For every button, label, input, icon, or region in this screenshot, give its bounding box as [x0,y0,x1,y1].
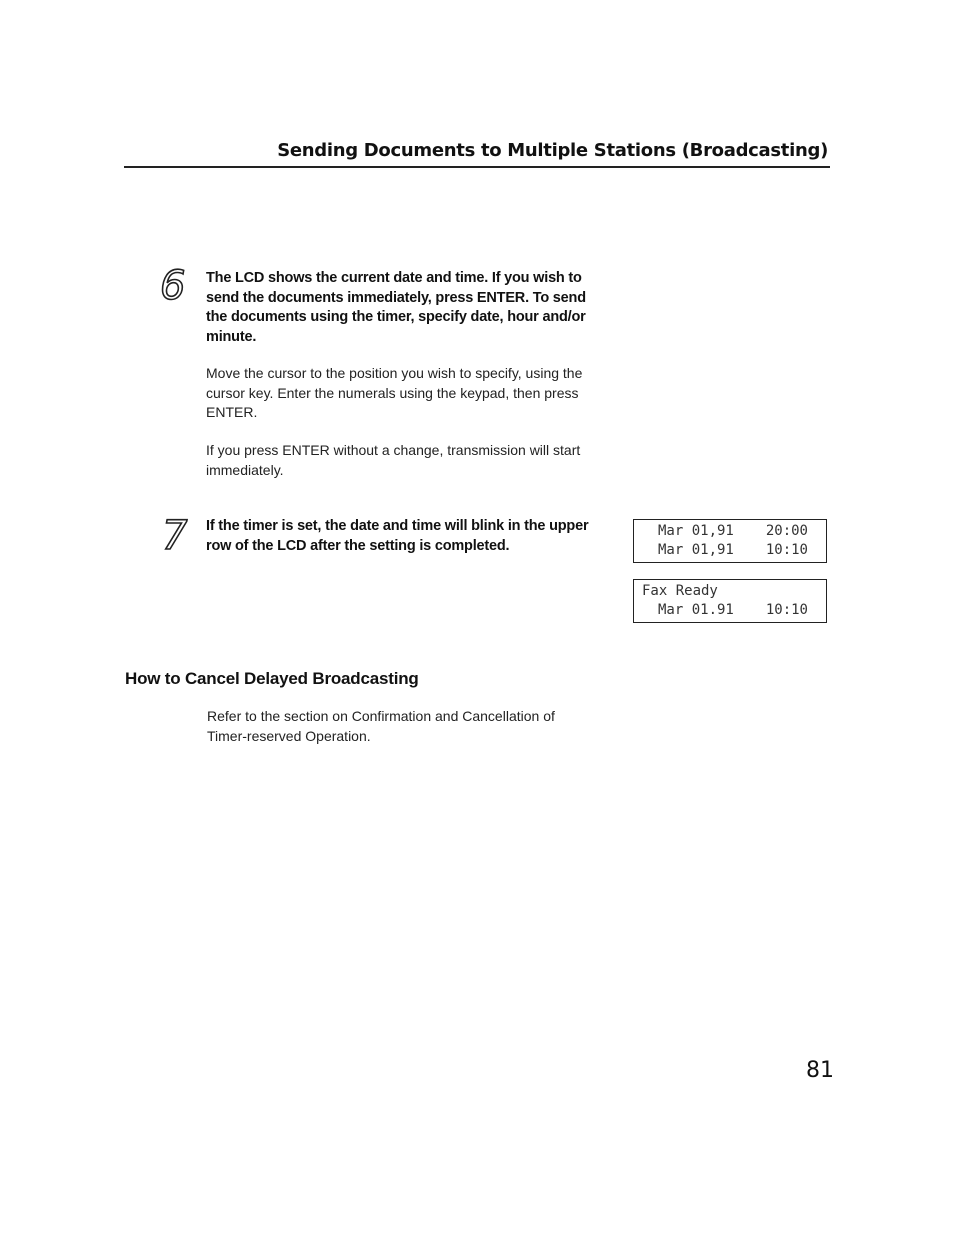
lcd-1-line-2-time: 10:10 [765,542,808,558]
lcd-2-line-1-status: Fax Ready [642,583,718,599]
lcd-display-timer-set [633,519,827,563]
section-heading-cancel-broadcasting: How to Cancel Delayed Broadcasting [125,669,419,688]
page-number: 81 [806,1058,834,1083]
step-6-note: If you press ENTER without a change, transmission will start immediately. [206,442,581,478]
lcd-1-line-1-time: 20:00 [765,523,808,539]
lcd-display-fax-ready [633,579,827,623]
step-6-heading: The LCD shows the current date and time. If you wish to send the documents immediately, press ENTER. To send the documents using the timer, specify date, hour and/or minute. [206,270,586,345]
step-7-heading: If the timer is set, the date and time will blink in the upper row of the LCD after the setting is completed. [206,518,589,554]
page-header-title: Sending Documents to Multiple Stations (Broadcasting) [277,140,828,161]
lcd-2-line-2-date: Mar 01.91 [658,602,734,618]
step-7-number: 7 [162,513,188,559]
lcd-1-line-2-date: Mar 01,91 [658,542,734,558]
lcd-1-line-1-date: Mar 01,91 [658,523,734,539]
step-6-number: 6 [160,263,186,309]
step-6-instructions: Move the cursor to the position you wish to specify, using the cursor key. Enter the numerals using the keypad, then press ENTER. [206,365,583,420]
lcd-2-line-2-time: 10:10 [765,602,808,618]
header-divider [124,166,830,168]
cancel-section-text: Refer to the section on Confirmation and Cancellation of Timer-reserved Operation. [207,708,555,744]
